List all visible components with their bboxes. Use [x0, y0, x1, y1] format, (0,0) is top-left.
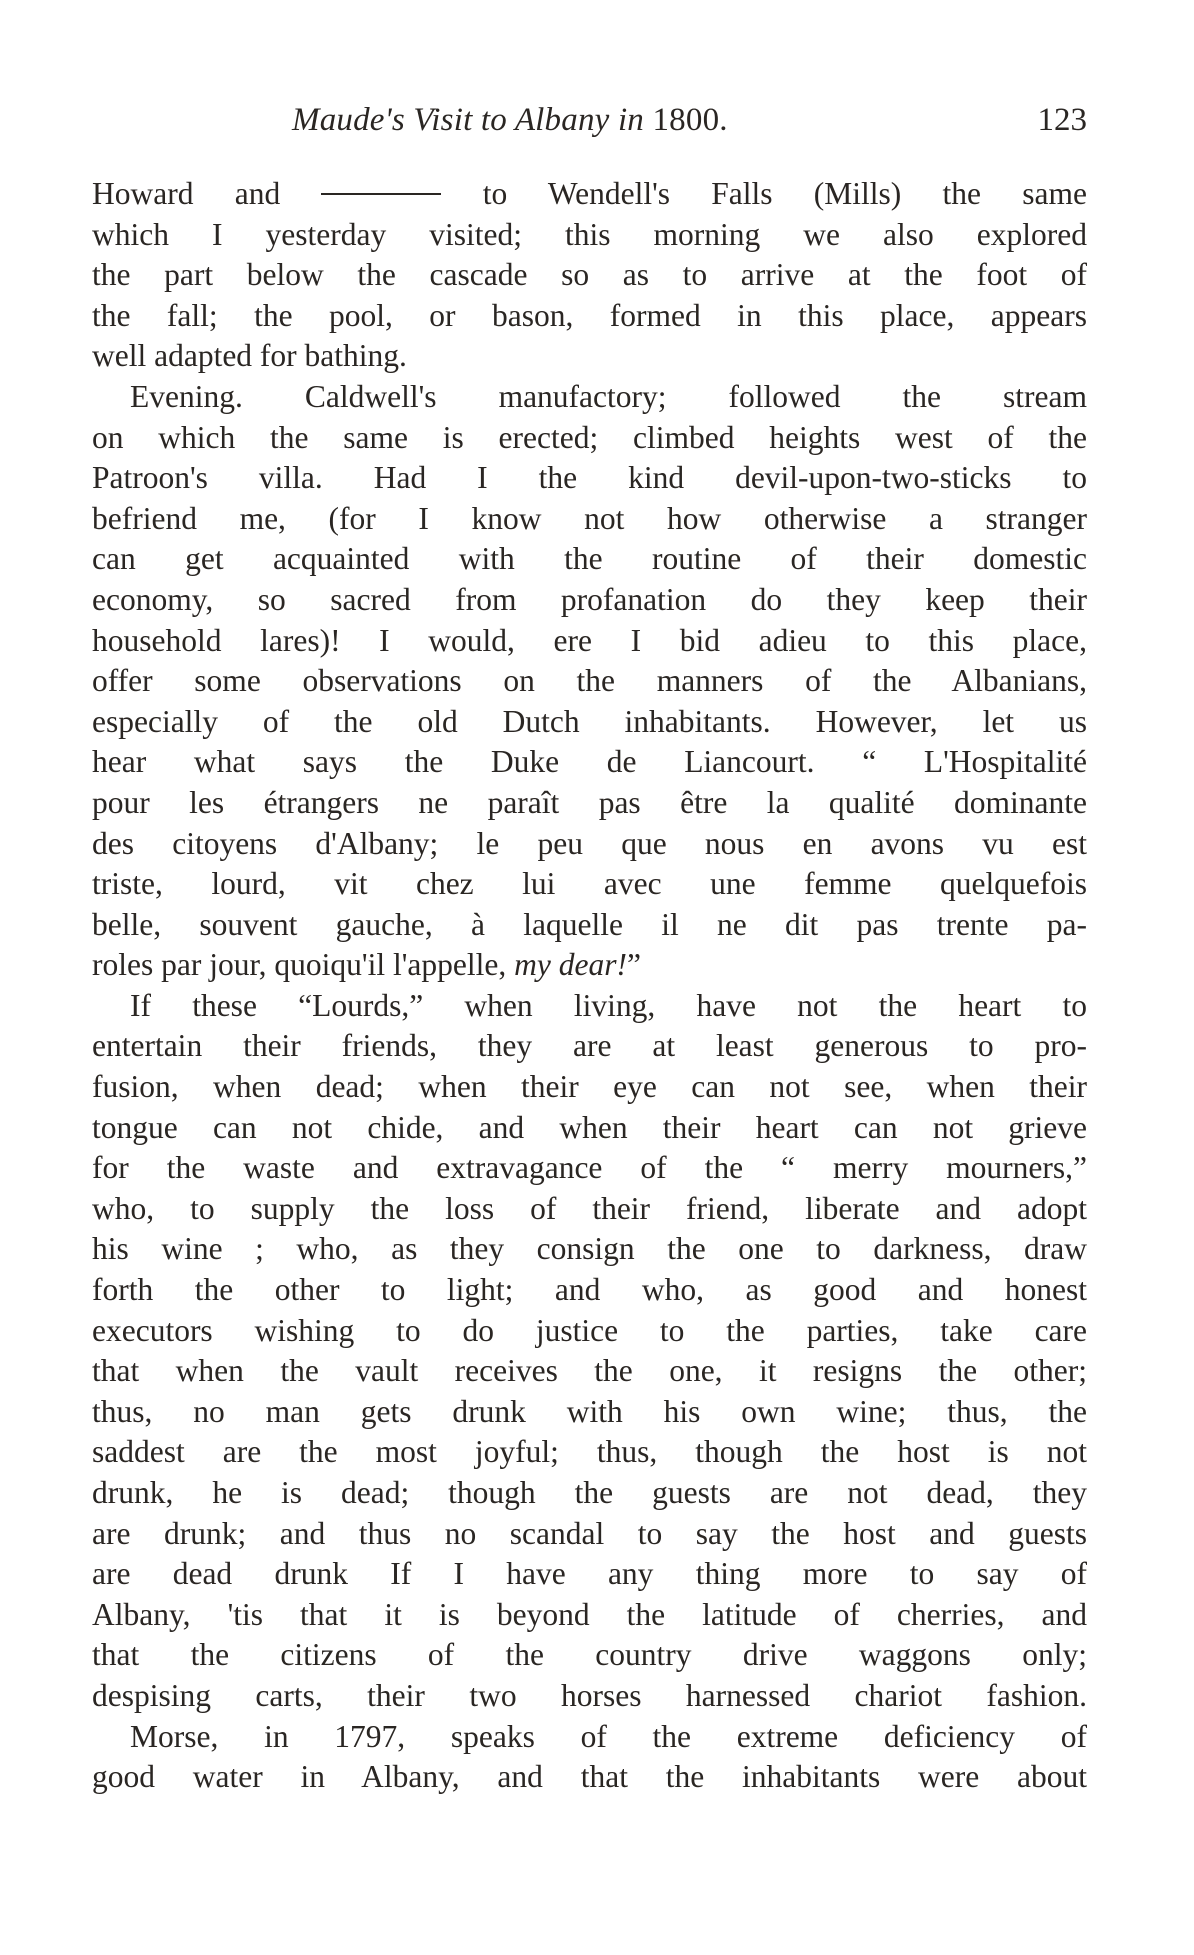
text-line: economy, so sacred from profanation do they keep their: [92, 581, 1087, 617]
page-number: 123: [1037, 102, 1087, 138]
name-omission-dash: [321, 193, 441, 195]
running-title: [292, 102, 728, 139]
text-line: his wine ; who, as they consign the one to darkness, draw: [92, 1231, 1087, 1267]
line-text: roles par jour, quoiqu'il l'appelle,: [92, 947, 507, 983]
text-line: who, to supply the loss of their friend, liberate and adopt: [92, 1190, 1087, 1226]
text-line: the part below the cascade so as to arrive at the foot of: [92, 257, 1087, 293]
text-line: saddest are the most joyful; thus, though the host is not: [92, 1434, 1087, 1470]
line-text: Howard and: [92, 176, 281, 211]
text-line: especially of the old Dutch inhabitants. However, let us: [92, 703, 1087, 739]
body-text: [92, 174, 1087, 1798]
text-line: executors wishing to do justice to the parties, take care: [92, 1312, 1087, 1348]
text-line: entertain their friends, they are at least generous to pro-: [92, 1028, 1087, 1064]
text-line: household lares)! I would, ere I bid adieu to this place,: [92, 622, 1087, 658]
text-line: tongue can not chide, and when their heart can not grieve: [92, 1109, 1087, 1145]
text-line: thus, no man gets drunk with his own wine; thus, the: [92, 1393, 1087, 1429]
text-line: des citoyens d'Albany; le peu que nous en avons vu est: [92, 825, 1087, 861]
text-line: [92, 174, 1087, 215]
text-line: offer some observations on the manners of the Albanians,: [92, 663, 1087, 699]
text-line: that when the vault receives the one, it resigns the other;: [92, 1353, 1087, 1389]
text-line: on which the same is erected; climbed heights west of the: [92, 419, 1087, 455]
text-line: hear what says the Duke de Liancourt. “ L'Hospitalité: [92, 744, 1087, 780]
text-line: good water in Albany, and that the inhabitants were about: [92, 1759, 1087, 1795]
text-line: which I yesterday visited; this morning we also explored: [92, 216, 1087, 252]
text-line: despising carts, their two horses harnessed chariot fashion.: [92, 1677, 1087, 1713]
running-title-text: Maude's Visit to Albany in: [292, 102, 645, 138]
text-line: fusion, when dead; when their eye can not see, when their: [92, 1069, 1087, 1105]
running-title-year: 1800.: [652, 102, 728, 138]
text-line: If these “Lourds,” when living, have not the heart to: [130, 987, 1087, 1023]
italic-quote: my dear!: [514, 947, 627, 983]
text-line: pour les étrangers ne paraît pas être la qualité dominante: [92, 784, 1087, 820]
text-line: belle, souvent gauche, à laquelle il ne dit pas trente pa-: [92, 906, 1087, 942]
text-line: Morse, in 1797, speaks of the extreme deficiency of: [130, 1718, 1087, 1754]
text-line: Patroon's villa. Had I the kind devil-upon-two-sticks to: [92, 460, 1087, 496]
text-line: the fall; the pool, or bason, formed in this place, appears: [92, 297, 1087, 333]
text-line: are drunk; and thus no scandal to say the host and guests: [92, 1515, 1087, 1551]
closing-quote: ”: [626, 947, 641, 983]
text-line: Evening. Caldwell's manufactory; followed the stream: [130, 378, 1087, 414]
text-line: that the citizens of the country drive waggons only;: [92, 1637, 1087, 1673]
text-line: forth the other to light; and who, as good and honest: [92, 1272, 1087, 1308]
text-line: drunk, he is dead; though the guests are not dead, they: [92, 1475, 1087, 1510]
line-text: to Wendell's Falls (Mills) the same: [482, 176, 1087, 211]
text-line: well adapted for bathing.: [92, 338, 407, 374]
running-header: [92, 102, 1087, 152]
text-line: [92, 945, 1087, 986]
text-line: for the waste and extravagance of the “ merry mourners,”: [92, 1150, 1087, 1186]
text-line: Albany, 'tis that it is beyond the latitude of cherries, and: [92, 1596, 1087, 1632]
text-line: can get acquainted with the routine of their domestic: [92, 541, 1087, 577]
text-line: are dead drunk If I have any thing more to say of: [92, 1556, 1087, 1592]
text-line: befriend me, (for I know not how otherwise a stranger: [92, 500, 1087, 536]
text-line: triste, lourd, vit chez lui avec une femme quelquefois: [92, 866, 1087, 902]
